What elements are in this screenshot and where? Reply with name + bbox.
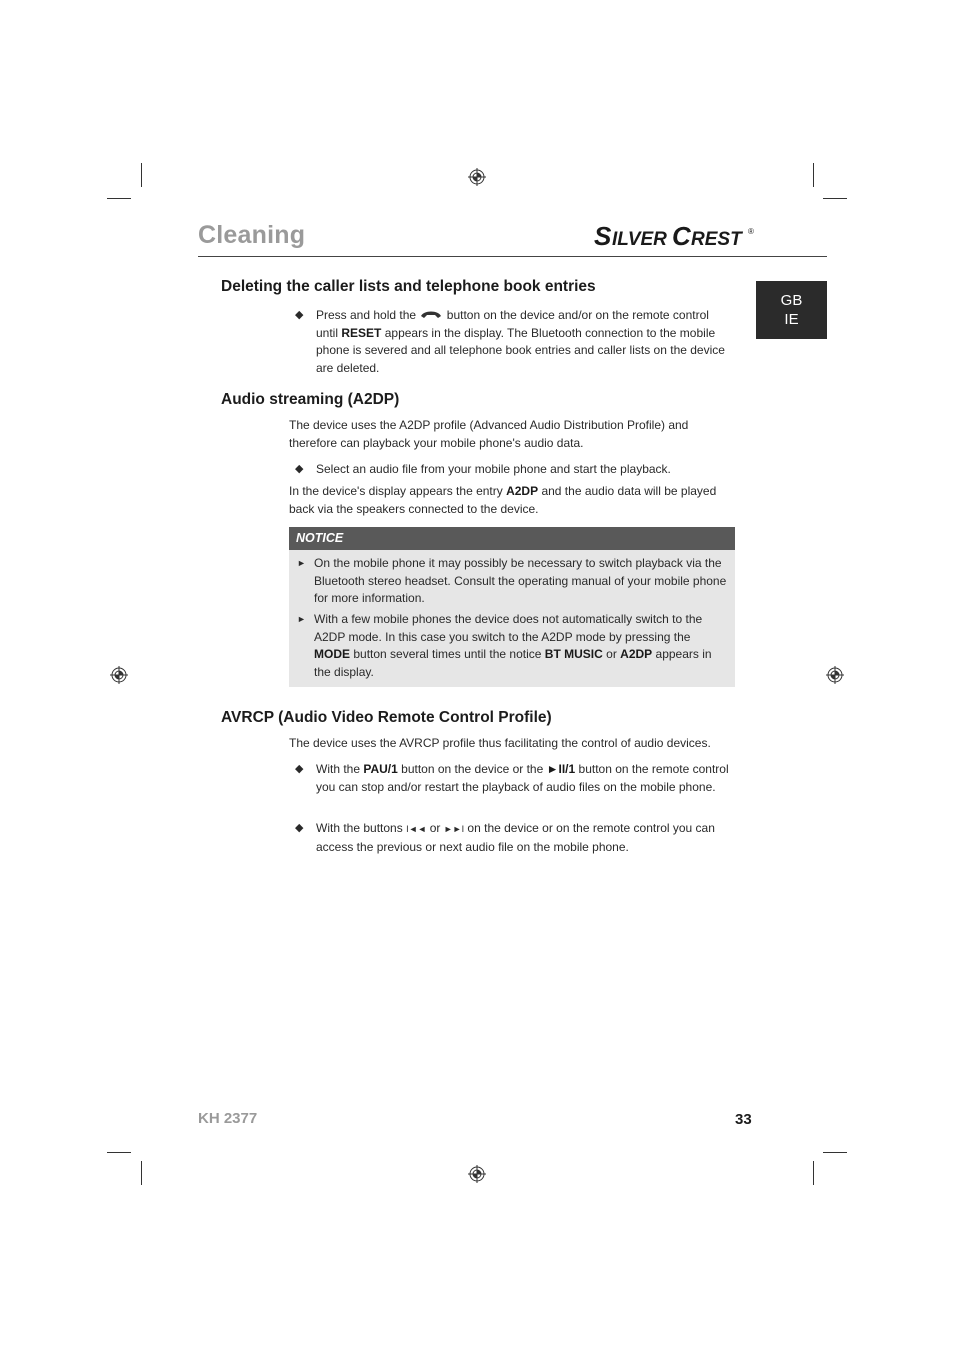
diamond-bullet-icon: ◆ — [295, 463, 304, 475]
header-rule — [198, 256, 827, 257]
brand-logo — [594, 220, 756, 252]
next-track-icon: ►►I — [443, 824, 465, 834]
diamond-bullet-icon: ◆ — [295, 763, 304, 775]
previous-track-icon: I◄◄ — [406, 824, 427, 834]
svg-text:ILVER: ILVER — [612, 229, 667, 250]
section-heading-delete: Deleting the caller lists and telephone book entries — [221, 278, 596, 295]
paragraph: The device uses the A2DP profile (Advanced Audio Distribution Profile) and therefore can playback your mobile phone's audio data. — [289, 418, 689, 450]
paragraph: The device uses the AVRCP profile thus facilitating the control of audio devices. — [289, 736, 711, 750]
section-heading-avrcp: AVRCP (Audio Video Remote Control Profile) — [221, 709, 552, 726]
diamond-bullet-icon: ◆ — [295, 309, 304, 321]
list-item: ◆ With the PAU/1 button on the device or the ►II/1 button on the remote control you can stop and/or restart the playback of audio files on the mobile phone. — [295, 762, 729, 794]
list-item: ◆ Select an audio file from your mobile phone and start the playback. — [295, 461, 731, 479]
diamond-bullet-icon: ◆ — [295, 822, 304, 834]
svg-text:REST: REST — [691, 229, 742, 250]
phone-hangup-icon — [419, 308, 443, 320]
list-item: ◆ With the buttons I◄◄ or ►►I on the device or on the remote control you can access the previous or next audio file on the mobile phone. — [295, 821, 715, 854]
crop-mark — [141, 163, 142, 187]
registration-mark-icon — [468, 1165, 486, 1183]
language-code-gb: GB — [780, 292, 803, 309]
crop-mark — [141, 1161, 142, 1185]
registration-mark-icon — [826, 666, 844, 684]
section-heading-a2dp: Audio streaming (A2DP) — [221, 391, 400, 408]
arrow-bullet-icon: ► — [297, 558, 306, 568]
paragraph: In the device's display appears the entry A2DP and the audio data will be played back via the speakers connected to the device. — [289, 484, 717, 516]
language-code-ie: IE — [784, 311, 799, 328]
svg-text:®: ® — [748, 227, 754, 236]
language-tab — [756, 281, 827, 339]
notice-item: ► With a few mobile phones the device does not automatically switch to the A2DP mode. In this case you switch to the A2DP mode by pressing the MODE button several times until the notice BT MUSIC or A2DP appears in the display. — [297, 612, 712, 679]
page-section-title: Cleaning — [198, 221, 306, 249]
arrow-bullet-icon: ► — [297, 614, 306, 624]
registration-mark-icon — [468, 168, 486, 186]
crop-mark — [813, 163, 814, 187]
page-number: 33 — [735, 1111, 752, 1128]
crop-mark — [813, 1161, 814, 1185]
crop-mark — [107, 1152, 131, 1153]
crop-mark — [107, 198, 131, 199]
model-number: KH 2377 — [198, 1110, 258, 1127]
notice-title: NOTICE — [296, 531, 344, 545]
svg-text:S: S — [594, 221, 612, 251]
crop-mark — [823, 198, 847, 199]
notice-header — [289, 527, 735, 550]
registration-mark-icon — [110, 666, 128, 684]
crop-mark — [823, 1152, 847, 1153]
list-item: ◆ Press and hold the button on the device and/or on the remote control until RESET appears in the display. The Bluetooth connection to the mobile phone is severed and all telephone book entries and caller lists on the device are deleted. — [295, 308, 725, 375]
svg-text:C: C — [672, 221, 691, 251]
notice-item: ► On the mobile phone it may possibly be necessary to switch playback via the Bluetooth stereo headset. Consult the operating manual of your mobile phone for more information. — [297, 556, 727, 605]
